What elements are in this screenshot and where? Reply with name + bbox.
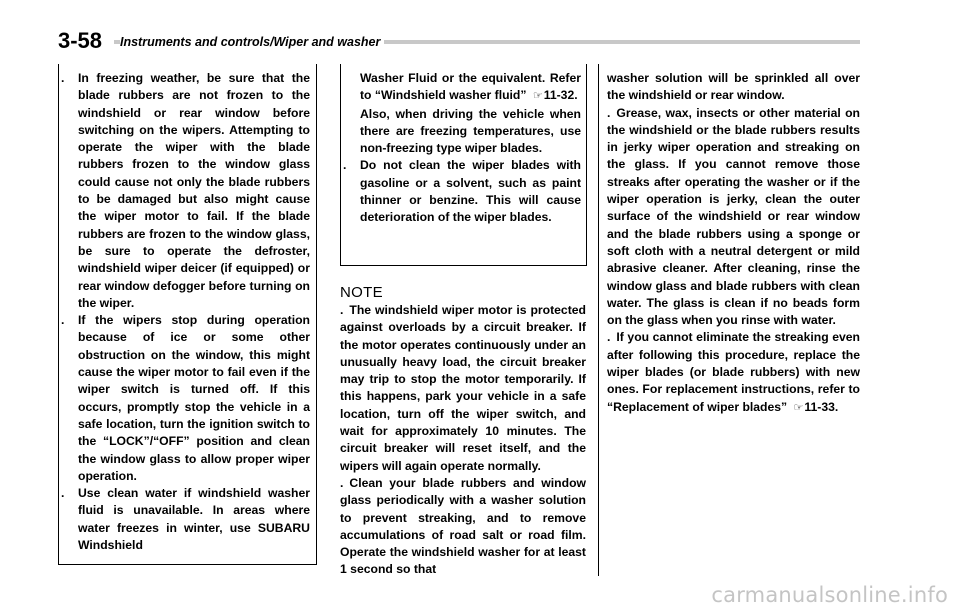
page-header bbox=[58, 28, 860, 58]
watermark: carmanualsonline.info bbox=[711, 583, 948, 607]
note-item bbox=[340, 475, 586, 579]
caution-item bbox=[58, 485, 310, 554]
caution-item-text: Do not clean the wiper blades with gasoline or a solvent, such as paint thinner or benzine. This will cause deterioration of the wiper blades. bbox=[360, 158, 581, 225]
reference-icon: ☞ bbox=[532, 90, 543, 103]
bullet-icon: . bbox=[340, 475, 344, 490]
caution-item-text: In freezing weather, be sure that the blade rubbers are not frozen to the windshield or rear window before switching on the wipers. Attempting to operate the wiper with the blade rubbers frozen to the window glass could cause not only the blade rubbers to be damaged but also might cause the wiper motor to fail. If the blade rubbers are frozen to the window glass, be sure to operate the defroster, windshield wiper deicer (if equipped) or rear window defogger before turning on the wiper. bbox=[78, 71, 310, 310]
column-1 bbox=[58, 70, 310, 554]
note-item-text: The windshield wiper motor is protected against overloads by a circuit breaker. If the motor operates continuously under an unusually heavy load, the circuit breaker may trip to stop the motor temporarily. If this happens, park your vehicle in a safe location, turn off the wiper switch, and wait for approximately 10 minutes. The circuit breaker will reset itself, and the wipers will again operate normally. bbox=[340, 303, 586, 473]
note-item bbox=[607, 329, 860, 416]
note-item-text: Clean your blade rubbers and window glass periodically with a washer solution to prevent streaking, and to remove accumulations of road salt or road film. Operate the windshield washer for at least 1 second so that bbox=[340, 475, 586, 577]
bullet-icon: . bbox=[343, 158, 347, 173]
note-item-text: If you cannot eliminate the streaking even after following this procedure, replace the wiper blades (or blade rubbers) with new ones. For replacement instructions, refer to “Replacement of wiper blades” bbox=[607, 330, 860, 414]
caution-continuation-2: Also, when driving the vehicle when there are freezing temperatures, use non-freezing type wiper blades. bbox=[360, 106, 581, 156]
note-item bbox=[340, 302, 586, 475]
caution-item bbox=[58, 312, 310, 485]
note-continuation: washer solution will be sprinkled all over the windshield or rear window. bbox=[607, 71, 860, 103]
bullet-icon: . bbox=[607, 105, 611, 120]
column-3 bbox=[607, 70, 860, 417]
note-item-text: Grease, wax, insects or other material on the windshield or the blade rubbers results in jerky wiper operation and streaking on the glass. If you cannot remove those streaks after operating the washer or if the wiper operation is jerky, clean the outer surface of the windshield or rear window and the blade rubbers using a sponge or soft cloth with a neutral detergent or mild abrasive cleaner. After cleaning, rinse the window glass and blade rubbers with clean water. The glass is clean if no beads form on the glass when you rinse with water. bbox=[607, 105, 860, 328]
column-divider bbox=[598, 64, 599, 576]
caution-item bbox=[58, 70, 310, 312]
bullet-icon: . bbox=[61, 313, 65, 328]
continuation-text: Washer Fluid or the equivalent. Refer to “Windshield washer fluid” bbox=[360, 71, 581, 103]
bullet-icon: . bbox=[340, 303, 344, 317]
caution-item bbox=[340, 157, 581, 226]
page-number: 3-58 bbox=[58, 28, 103, 53]
bullet-icon: . bbox=[607, 330, 611, 345]
reference-icon: ☞ bbox=[793, 401, 804, 414]
page-reference: 11-33. bbox=[804, 399, 839, 414]
caution-item-text: If the wipers stop during operation because of ice or some other obstruction on the window, this might cause the wiper motor to fail even if the wiper switch is turned off. If this occurs, promptly stop the vehicle in a safe location, turn the ignition switch to the “LOCK”/“OFF” position and clean the window glass to allow proper wiper operation. bbox=[78, 313, 310, 483]
note-section bbox=[340, 284, 586, 579]
note-item bbox=[607, 105, 860, 330]
column-2 bbox=[340, 70, 581, 227]
note-heading: NOTE bbox=[340, 284, 383, 301]
section-title: Instruments and controls/Wiper and washer bbox=[120, 34, 384, 50]
bullet-icon: . bbox=[61, 486, 65, 501]
caution-continuation bbox=[340, 70, 581, 106]
caution-item-text: Use clean water if windshield washer fluid is unavailable. In areas where water freezes in winter, use SUBARU Windshield bbox=[78, 486, 310, 553]
page-reference: 11-32. bbox=[543, 88, 578, 103]
bullet-icon: . bbox=[61, 71, 65, 85]
